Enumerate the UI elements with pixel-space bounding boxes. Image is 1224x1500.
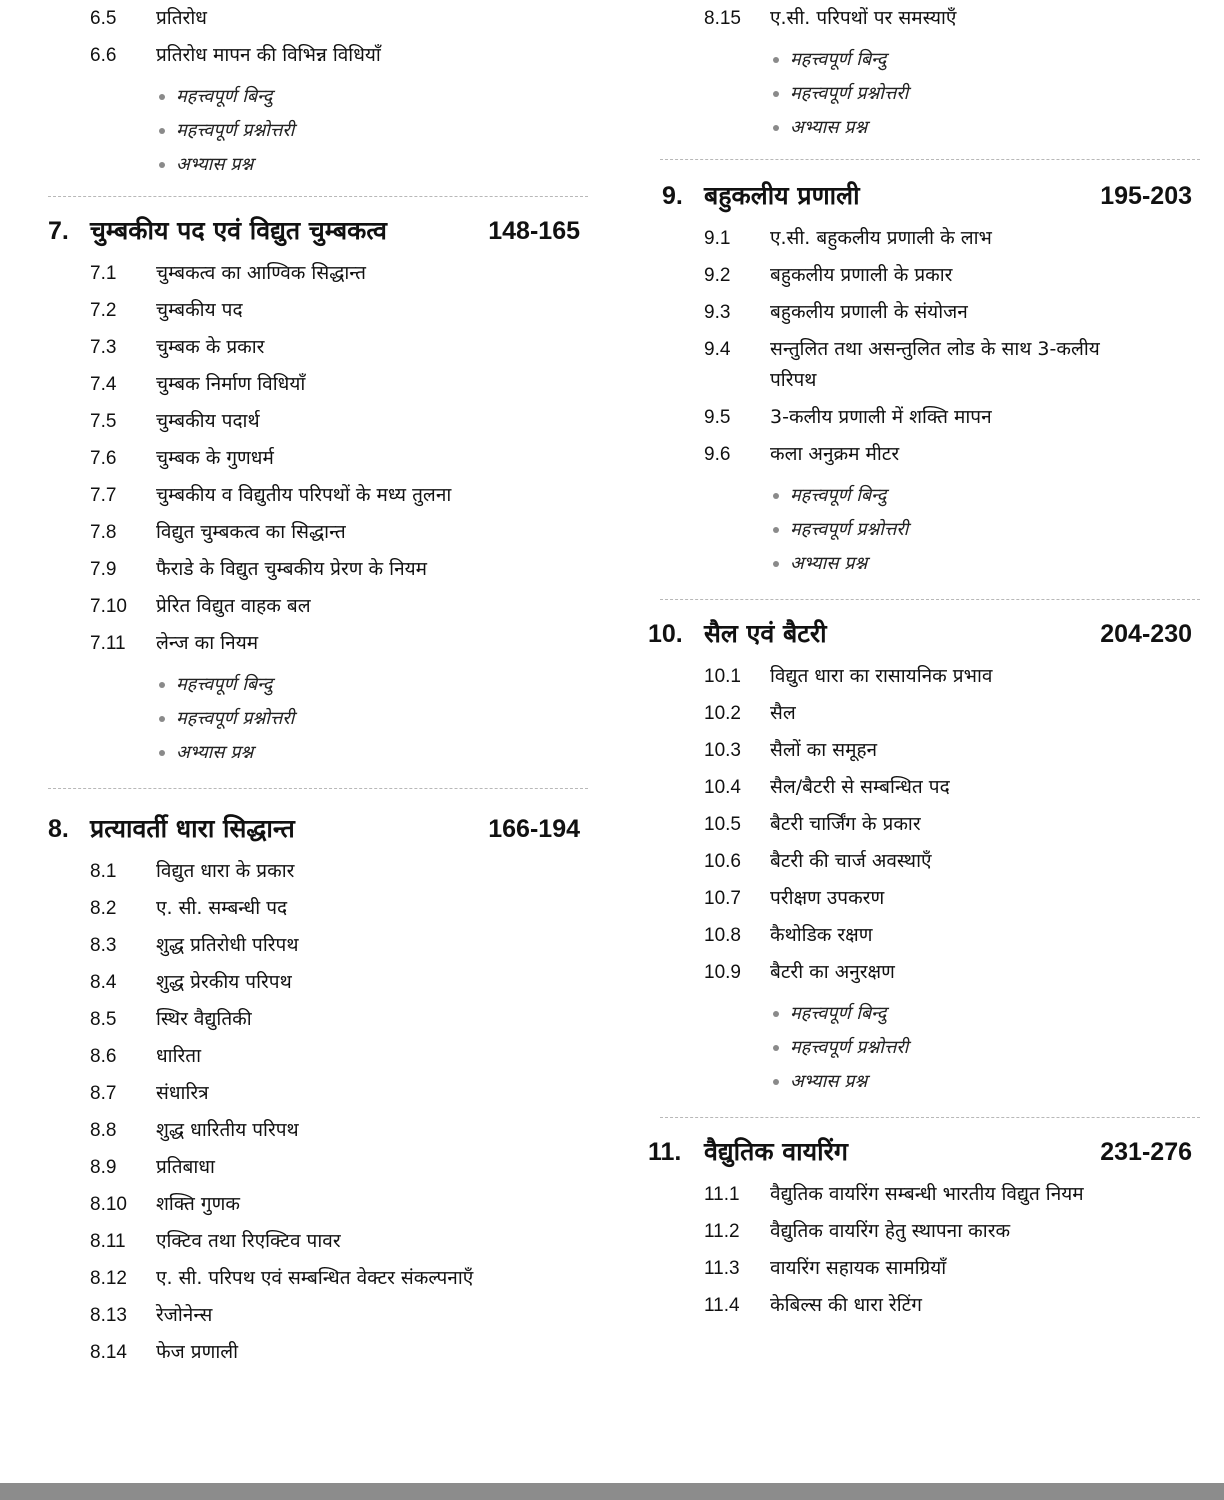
toc-topic-11-4[interactable] — [648, 1287, 1200, 1324]
toc-bullet-practice-questions[interactable] — [48, 736, 588, 770]
bullet-dot-icon — [773, 125, 779, 131]
toc-bullet-practice-questions[interactable] — [648, 547, 1200, 581]
bullet-dot-icon — [159, 94, 165, 100]
toc-topic-7-9[interactable] — [48, 551, 588, 588]
toc-topic-7-5[interactable] — [48, 403, 588, 440]
topic-number: 7.4 — [90, 374, 117, 395]
chapter-number: 11. — [648, 1138, 682, 1166]
toc-topic-8-15[interactable] — [648, 0, 1200, 37]
chapter-heading[interactable] — [648, 1132, 1200, 1172]
bullet-text: महत्त्वपूर्ण बिन्दु — [790, 49, 887, 70]
topic-number: 10.4 — [704, 777, 741, 798]
toc-topic-10-7[interactable] — [648, 880, 1200, 917]
topic-title: विद्युत चुम्बकत्व का सिद्धान्त — [156, 521, 346, 543]
topic-title: सैल — [770, 702, 796, 724]
toc-bullet-important-qa[interactable] — [48, 702, 588, 736]
topic-number: 8.12 — [90, 1268, 127, 1289]
topic-number: 7.8 — [90, 522, 117, 543]
topic-title: बैटरी का अनुरक्षण — [770, 961, 895, 983]
topic-title: बहुकलीय प्रणाली के प्रकार — [770, 264, 953, 286]
topic-number: 11.1 — [704, 1184, 740, 1205]
toc-bullet-important-points[interactable] — [48, 668, 588, 702]
toc-topic-8-8[interactable] — [48, 1112, 588, 1149]
toc-topic-7-7[interactable] — [48, 477, 588, 514]
chapter-title: वैद्युतिक वायरिंग — [704, 1137, 848, 1166]
bullet-text: महत्त्वपूर्ण प्रश्नोत्तरी — [790, 1037, 909, 1058]
topic-title: प्रतिबाधा — [156, 1156, 215, 1178]
topic-title: स्थिर वैद्युतिकी — [156, 1008, 252, 1030]
chapter-number: 8. — [48, 815, 69, 843]
bullet-dot-icon — [159, 750, 165, 756]
topic-number: 7.7 — [90, 485, 117, 506]
topic-title: चुम्बकीय व विद्युतीय परिपथों के मध्य तुलना — [156, 484, 452, 506]
chapter-11 — [648, 1132, 1200, 1324]
toc-topic-7-1[interactable] — [48, 255, 588, 292]
topic-number: 7.3 — [90, 337, 117, 358]
toc-bullet-important-qa[interactable] — [648, 77, 1200, 111]
chapter-title: प्रत्यावर्ती धारा सिद्धान्त — [90, 814, 295, 843]
toc-topic-8-4[interactable] — [48, 964, 588, 1001]
toc-bullet-practice-questions[interactable] — [648, 111, 1200, 145]
topic-title: कला अनुक्रम मीटर — [770, 443, 900, 465]
topic-number: 7.6 — [90, 448, 117, 469]
chapter-page-range: 148-165 — [488, 217, 580, 245]
topic-title: केबिल्स की धारा रेटिंग — [770, 1294, 922, 1316]
topic-title: शुद्ध प्रतिरोधी परिपथ — [156, 934, 299, 956]
toc-bullet-practice-questions[interactable] — [48, 148, 588, 182]
section-divider — [660, 159, 1200, 160]
topic-title: चुम्बक के प्रकार — [156, 336, 265, 358]
bullet-dot-icon — [773, 561, 779, 567]
toc-topic-9-1[interactable] — [648, 220, 1200, 257]
topic-title: रेजोनेन्स — [156, 1304, 213, 1326]
toc-topic-10-8[interactable] — [648, 917, 1200, 954]
toc-topic-11-3[interactable] — [648, 1250, 1200, 1287]
chapter-page-range: 166-194 — [488, 815, 580, 843]
topic-title: चुम्बक निर्माण विधियाँ — [156, 373, 306, 395]
topic-title: शुद्ध प्रेरकीय परिपथ — [156, 971, 292, 993]
topic-number: 6.6 — [90, 45, 117, 66]
toc-topic-8-2[interactable] — [48, 890, 588, 927]
topic-title: सन्तुलित तथा असन्तुलित लोड के साथ 3-कलीय परिपथ — [770, 338, 1100, 391]
topic-title: ए. सी. परिपथ एवं सम्बन्धित वेक्टर संकल्पनाएँ — [156, 1267, 474, 1289]
toc-topic-10-6[interactable] — [648, 843, 1200, 880]
chapter-number: 7. — [48, 217, 69, 245]
bullet-dot-icon — [159, 162, 165, 168]
topic-number: 11.3 — [704, 1258, 740, 1279]
toc-topic-9-6[interactable] — [648, 436, 1200, 473]
topic-number: 10.3 — [704, 740, 741, 761]
toc-topic-11-2[interactable] — [648, 1213, 1200, 1250]
topic-number: 10.2 — [704, 703, 741, 724]
bullet-dot-icon — [773, 91, 779, 97]
bullet-text: महत्त्वपूर्ण बिन्दु — [176, 86, 273, 107]
chapter-number: 10. — [648, 620, 683, 648]
toc-topic-11-1[interactable] — [648, 1176, 1200, 1213]
topic-number: 7.2 — [90, 300, 117, 321]
topic-title: चुम्बकीय पद — [156, 299, 243, 321]
bullet-dot-icon — [773, 57, 779, 63]
topic-number: 10.6 — [704, 851, 741, 872]
chapter-heading[interactable] — [48, 809, 588, 849]
chapter-page-range: 231-276 — [1100, 1138, 1192, 1166]
toc-topic-10-4[interactable] — [648, 769, 1200, 806]
bullet-dot-icon — [773, 1011, 779, 1017]
topic-title: फैराडे के विद्युत चुम्बकीय प्रेरण के नियम — [156, 558, 428, 580]
topic-title: शक्ति गुणक — [156, 1193, 240, 1215]
topic-number: 8.6 — [90, 1046, 117, 1067]
topic-number: 9.1 — [704, 228, 731, 249]
topic-title: चुम्बकत्व का आण्विक सिद्धान्त — [156, 262, 366, 284]
topic-number: 9.4 — [704, 339, 731, 360]
topic-number: 7.5 — [90, 411, 117, 432]
topic-title: बैटरी चार्जिंग के प्रकार — [770, 813, 921, 835]
topic-title: परीक्षण उपकरण — [770, 887, 885, 909]
chapter-6-continued — [48, 0, 588, 197]
toc-topic-8-5[interactable] — [48, 1001, 588, 1038]
toc-topic-7-4[interactable] — [48, 366, 588, 403]
bullet-text: महत्त्वपूर्ण प्रश्नोत्तरी — [790, 519, 909, 540]
topic-number: 8.5 — [90, 1009, 117, 1030]
topic-title: विद्युत धारा के प्रकार — [156, 860, 295, 882]
topic-title: चुम्बकीय पदार्थ — [156, 410, 260, 432]
chapter-7 — [48, 211, 588, 789]
topic-title: ए. सी. सम्बन्धी पद — [156, 897, 288, 919]
toc-topic-8-12[interactable] — [48, 1260, 588, 1297]
section-divider — [660, 1117, 1200, 1118]
toc-topic-7-11[interactable] — [48, 625, 588, 662]
toc-topic-8-1[interactable] — [48, 853, 588, 890]
chapter-8 — [48, 809, 588, 1371]
toc-topic-7-3[interactable] — [48, 329, 588, 366]
topic-title: ए.सी. परिपथों पर समस्याएँ — [770, 7, 957, 29]
section-divider — [660, 599, 1200, 600]
bullet-dot-icon — [773, 493, 779, 499]
chapter-number: 9. — [662, 182, 683, 210]
bullet-text: महत्त्वपूर्ण प्रश्नोत्तरी — [176, 708, 295, 729]
toc-topic-7-8[interactable] — [48, 514, 588, 551]
topic-title: ए.सी. बहुकलीय प्रणाली के लाभ — [770, 227, 992, 249]
toc-bullet-practice-questions[interactable] — [648, 1065, 1200, 1099]
toc-topic-8-6[interactable] — [48, 1038, 588, 1075]
section-divider — [48, 788, 588, 789]
toc-topic-6-5[interactable] — [48, 0, 588, 37]
toc-bullet-important-qa[interactable] — [48, 114, 588, 148]
topic-number: 11.4 — [704, 1295, 740, 1316]
bullet-text: अभ्यास प्रश्न — [176, 742, 254, 763]
topic-number: 10.9 — [704, 962, 741, 983]
topic-number: 10.5 — [704, 814, 741, 835]
topic-number: 10.8 — [704, 925, 741, 946]
topic-number: 9.6 — [704, 444, 731, 465]
bullet-text: महत्त्वपूर्ण बिन्दु — [176, 674, 273, 695]
topic-number: 7.11 — [90, 633, 126, 654]
topic-title: 3-कलीय प्रणाली में शक्ति मापन — [770, 406, 992, 428]
toc-topic-8-11[interactable] — [48, 1223, 588, 1260]
toc-topic-10-3[interactable] — [648, 732, 1200, 769]
topic-title: संधारित्र — [156, 1082, 209, 1104]
page-footer-bar — [0, 1483, 1224, 1500]
toc-topic-7-6[interactable] — [48, 440, 588, 477]
topic-number: 9.5 — [704, 407, 731, 428]
topic-number: 8.9 — [90, 1157, 117, 1178]
topic-title: शुद्ध धारितीय परिपथ — [156, 1119, 299, 1141]
topic-title: चुम्बक के गुणधर्म — [156, 447, 274, 469]
topic-title: कैथोडिक रक्षण — [770, 924, 873, 946]
toc-topic-7-2[interactable] — [48, 292, 588, 329]
chapter-heading[interactable] — [48, 211, 588, 251]
chapter-title: सैल एवं बैटरी — [704, 619, 827, 648]
toc-bullet-important-points[interactable] — [648, 997, 1200, 1031]
toc-topic-10-9[interactable] — [648, 954, 1200, 991]
topic-number: 8.1 — [90, 861, 117, 882]
toc-bullet-important-points[interactable] — [648, 479, 1200, 513]
topic-title: धारिता — [156, 1045, 202, 1067]
chapter-10 — [648, 614, 1200, 1118]
topic-title: प्रतिरोध — [156, 7, 207, 29]
topic-number: 8.14 — [90, 1342, 127, 1363]
toc-topic-9-4[interactable] — [648, 331, 1200, 399]
topic-number: 9.3 — [704, 302, 731, 323]
toc-topic-10-2[interactable] — [648, 695, 1200, 732]
toc-topic-8-13[interactable] — [48, 1297, 588, 1334]
toc-topic-8-14[interactable] — [48, 1334, 588, 1371]
topic-number: 8.3 — [90, 935, 117, 956]
bullet-text: अभ्यास प्रश्न — [790, 1071, 868, 1092]
topic-title: सैलों का समूहन — [770, 739, 878, 761]
topic-number: 8.4 — [90, 972, 117, 993]
toc-topic-10-5[interactable] — [648, 806, 1200, 843]
topic-number: 6.5 — [90, 8, 117, 29]
bullet-text: अभ्यास प्रश्न — [176, 154, 254, 175]
bullet-text: महत्त्वपूर्ण प्रश्नोत्तरी — [176, 120, 295, 141]
chapter-9 — [648, 176, 1200, 600]
toc-topic-8-3[interactable] — [48, 927, 588, 964]
topic-title: वायरिंग सहायक सामग्रियाँ — [770, 1257, 947, 1279]
section-divider — [48, 196, 588, 197]
bullet-dot-icon — [159, 128, 165, 134]
toc-bullet-important-qa[interactable] — [648, 1031, 1200, 1065]
topic-number: 7.1 — [90, 263, 117, 284]
topic-number: 7.10 — [90, 596, 127, 617]
toc-topic-9-2[interactable] — [648, 257, 1200, 294]
chapter-page-range: 204-230 — [1100, 620, 1192, 648]
topic-number: 8.8 — [90, 1120, 117, 1141]
topic-number: 8.10 — [90, 1194, 127, 1215]
topic-number: 10.1 — [704, 666, 741, 687]
toc-topic-7-10[interactable] — [48, 588, 588, 625]
chapter-title: चुम्बकीय पद एवं विद्युत चुम्बकत्व — [90, 216, 387, 245]
toc-topic-8-10[interactable] — [48, 1186, 588, 1223]
toc-topic-8-7[interactable] — [48, 1075, 588, 1112]
bullet-text: महत्त्वपूर्ण प्रश्नोत्तरी — [790, 83, 909, 104]
toc-topic-10-1[interactable] — [648, 658, 1200, 695]
toc-bullet-important-points[interactable] — [648, 43, 1200, 77]
bullet-text: अभ्यास प्रश्न — [790, 117, 868, 138]
bullet-text: अभ्यास प्रश्न — [790, 553, 868, 574]
topic-title: एक्टिव तथा रिएक्टिव पावर — [156, 1230, 341, 1252]
topic-title: विद्युत धारा का रासायनिक प्रभाव — [770, 665, 993, 687]
topic-number: 8.7 — [90, 1083, 117, 1104]
topic-title: फेज प्रणाली — [156, 1341, 239, 1363]
chapter-title: बहुकलीय प्रणाली — [704, 181, 860, 210]
toc-right-column — [648, 0, 1200, 1324]
bullet-dot-icon — [773, 1079, 779, 1085]
topic-number: 10.7 — [704, 888, 741, 909]
topic-number: 8.15 — [704, 8, 741, 29]
topic-title: बहुकलीय प्रणाली के संयोजन — [770, 301, 968, 323]
topic-title: वैद्युतिक वायरिंग हेतु स्थापना कारक — [770, 1220, 1011, 1242]
chapter-page-range: 195-203 — [1100, 182, 1192, 210]
toc-topic-8-9[interactable] — [48, 1149, 588, 1186]
topic-number: 9.2 — [704, 265, 731, 286]
topic-title: बैटरी की चार्ज अवस्थाएँ — [770, 850, 932, 872]
topic-title: प्रतिरोध मापन की विभिन्न विधियाँ — [156, 44, 381, 66]
toc-topic-6-6[interactable] — [48, 37, 588, 74]
topic-number: 11.2 — [704, 1221, 740, 1242]
bullet-dot-icon — [159, 682, 165, 688]
bullet-dot-icon — [159, 716, 165, 722]
topic-number: 8.11 — [90, 1231, 126, 1252]
bullet-text: महत्त्वपूर्ण बिन्दु — [790, 485, 887, 506]
toc-topic-9-5[interactable] — [648, 399, 1200, 436]
topic-title: सैल/बैटरी से सम्बन्धित पद — [770, 776, 950, 798]
bullet-text: महत्त्वपूर्ण बिन्दु — [790, 1003, 887, 1024]
toc-bullet-important-points[interactable] — [48, 80, 588, 114]
topic-number: 7.9 — [90, 559, 117, 580]
topic-number: 8.13 — [90, 1305, 127, 1326]
topic-number: 8.2 — [90, 898, 117, 919]
toc-topic-9-3[interactable] — [648, 294, 1200, 331]
toc-bullet-important-qa[interactable] — [648, 513, 1200, 547]
topic-title: प्रेरित विद्युत वाहक बल — [156, 595, 311, 617]
chapter-8-continued — [648, 0, 1200, 160]
bullet-dot-icon — [773, 1045, 779, 1051]
topic-title: वैद्युतिक वायरिंग सम्बन्धी भारतीय विद्युत नियम — [770, 1183, 1084, 1205]
bullet-dot-icon — [773, 527, 779, 533]
chapter-heading[interactable] — [648, 614, 1200, 654]
topic-title: लेन्ज का नियम — [156, 632, 259, 654]
chapter-heading[interactable] — [648, 176, 1200, 216]
toc-left-column — [48, 0, 588, 1371]
